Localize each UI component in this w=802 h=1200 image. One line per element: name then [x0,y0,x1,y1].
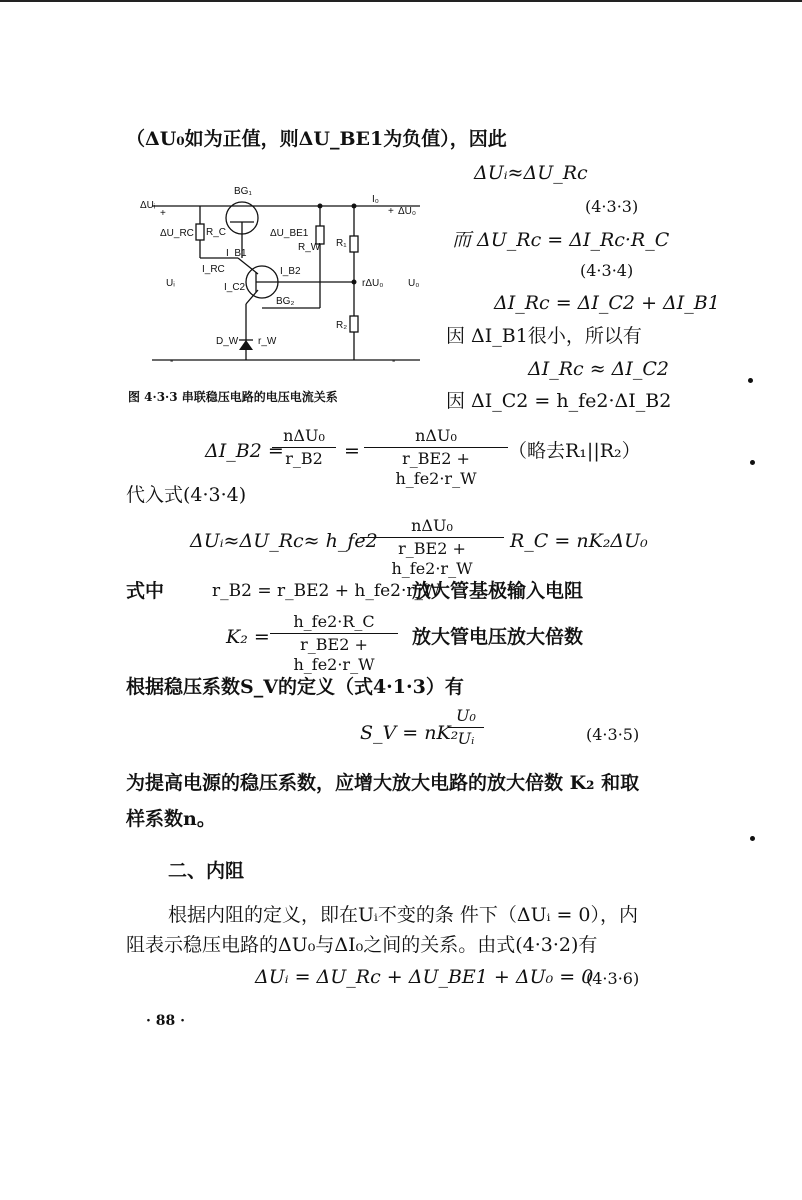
right-ref-2: (4·3·4) [580,261,634,280]
eq2-right: R_C = nK₂ΔU₀ [510,530,648,552]
right-line-4: 因 ΔI_B1很小，所以有 [446,325,642,347]
svg-text:+: + [160,208,166,219]
svg-text:BG₁: BG₁ [234,186,252,197]
paragraph-1-line-2: 样系数n。 [126,808,216,830]
svg-text:I_B1: I_B1 [226,248,247,259]
page-number: · 88 · [146,1013,185,1029]
where-label: 式中 [126,580,165,602]
right-line-1: ΔUᵢ≈ΔU_Rc [474,162,588,184]
svg-text:ΔU_BE1: ΔU_BE1 [270,228,309,239]
eq2-fraction: nΔU₀ r_BE2 + h_fe2·r_W [360,516,504,579]
k2-fraction: h_fe2·R_C r_BE2 + h_fe2·r_W [270,612,398,675]
eq1-mid: = [344,440,360,462]
svg-text:U₀: U₀ [408,278,420,289]
eq2-left: ΔUᵢ≈ΔU_Rc≈ h_fe2 [190,530,378,552]
right-line-2: 而 ΔU_Rc = ΔI_Rc·R_C [452,229,670,251]
eq1-fraction-2: nΔU₀ r_BE2 + h_fe2·r_W [364,426,508,489]
text-sv-def: 根据稳压系数S_V的定义（式4·1·3）有 [126,676,464,698]
text-line-1: （ΔU₀如为正值，则ΔU_BE1为负值），因此 [126,128,507,150]
eq1-left: ΔI_B2 = [205,440,284,462]
svg-text:Uᵢ: Uᵢ [166,278,175,289]
sv-left: S_V = nK₂ [360,722,459,744]
section-heading: 二、内阻 [168,860,245,882]
k2-desc: 放大管电压放大倍数 [412,626,584,648]
svg-text:-: - [170,356,174,367]
right-line-5: ΔI_Rc ≈ ΔI_C2 [528,358,670,380]
svg-text:I_B2: I_B2 [280,266,301,277]
right-ref-1: (4·3·3) [585,197,639,216]
top-border [0,0,802,2]
margin-dot [750,836,755,841]
eq3-ref: (4·3·6) [586,969,640,988]
eq1-right: （略去R₁||R₂） [508,440,641,462]
paragraph-1-line-1: 为提高电源的稳压系数，应增大放大电路的放大倍数 K₂ 和取 [126,772,640,794]
svg-text:ΔU₀: ΔU₀ [398,206,417,217]
svg-text:R_C: R_C [206,227,227,238]
svg-text:I_RC: I_RC [202,264,225,275]
svg-text:R₁: R₁ [336,238,347,249]
svg-text:ΔU_RC: ΔU_RC [160,228,194,239]
paragraph-2-line-2: 阻表示稳压电路的ΔU₀与ΔI₀之间的关系。由式(4·3·2)有 [126,934,598,956]
eq1-fraction-1: nΔU₀ r_B2 [272,426,336,469]
svg-text:D_W: D_W [216,336,239,347]
where-eq: r_B2 = r_BE2 + h_fe2·r_W [212,581,441,601]
svg-text:r_W: r_W [258,336,277,347]
k2-left: K₂ = [226,626,270,648]
svg-text:ΔUᵢ: ΔUᵢ [140,200,156,211]
figure-caption: 图 4·3·3 串联稳压电路的电压电流关系 [128,390,338,404]
svg-text:R₂: R₂ [336,320,348,331]
margin-dot [750,460,755,465]
svg-text:R_W: R_W [298,242,321,253]
margin-dot [748,378,753,383]
right-line-6: 因 ΔI_C2 = h_fe2·ΔI_B2 [446,390,672,412]
where-desc: 放大管基极输入电阻 [412,580,584,602]
svg-text:+: + [388,206,394,217]
sv-ref: (4·3·5) [586,725,640,744]
svg-text:-: - [392,356,396,367]
svg-text:I_C2: I_C2 [224,282,246,293]
svg-text:I₀: I₀ [372,194,379,205]
eq3: ΔUᵢ = ΔU_Rc + ΔU_BE1 + ΔU₀ = 0 [255,966,594,988]
right-line-3: ΔI_Rc = ΔI_C2 + ΔI_B1 [494,292,720,314]
svg-text:rΔU₀: rΔU₀ [362,278,384,289]
sv-fraction: U₀ Uᵢ [448,706,484,749]
paragraph-2-line-1: 根据内阻的定义，即在Uᵢ不变的条 件下（ΔUᵢ = 0），内 [168,904,639,926]
circuit-diagram [130,178,430,378]
text-substitute: 代入式(4·3·4) [126,484,247,506]
svg-text:BG₂: BG₂ [276,296,295,307]
